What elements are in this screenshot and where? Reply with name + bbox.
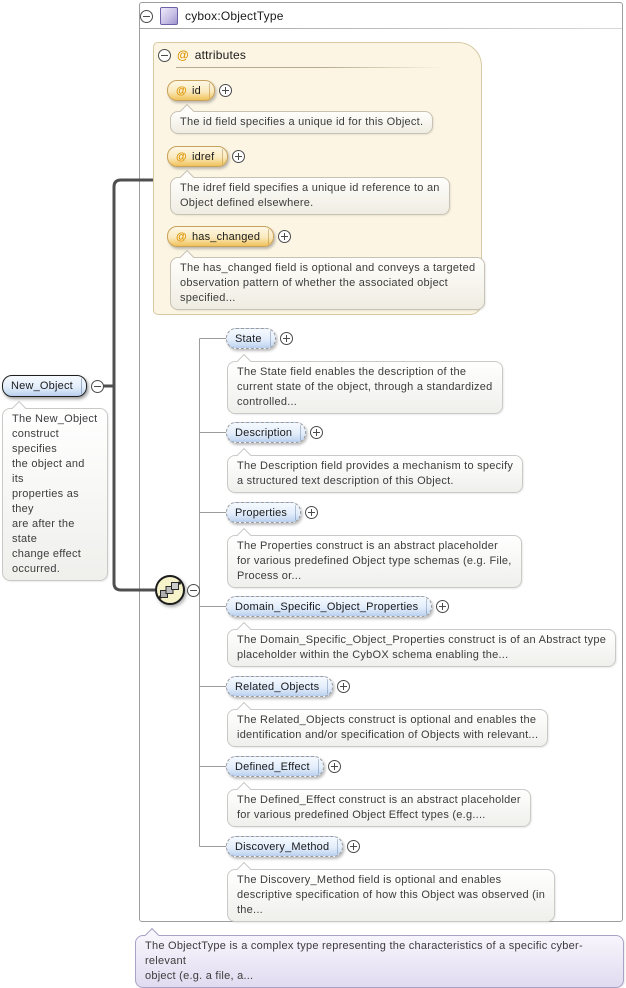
element-node-properties[interactable] — [226, 502, 301, 523]
element-row-properties — [226, 502, 318, 523]
annotation-domain-specific-object-properties: The Domain_Specific_Object_Properties construct is of an Abstract type placeholder within the CybOX schema enabling the... — [227, 629, 616, 667]
attribute-node-id[interactable] — [167, 80, 215, 101]
expand-icon[interactable] — [219, 84, 232, 97]
element-node-defined-effect[interactable] — [226, 756, 324, 777]
attribute-at-icon: @ — [177, 48, 189, 62]
collapse-icon[interactable] — [187, 584, 200, 597]
element-name: Defined_Effect — [235, 760, 310, 773]
attribute-row-idref — [167, 146, 245, 167]
sequence-compositor-icon[interactable] — [155, 575, 185, 605]
annotation-properties: The Properties construct is an abstract placeholder for various predefined Object type schemas (e.g. File, Process or... — [227, 535, 522, 588]
element-node-discovery-method[interactable] — [226, 836, 343, 857]
collapse-icon[interactable] — [91, 380, 104, 393]
element-row-defined-effect — [226, 756, 341, 777]
attributes-header-separator — [176, 67, 444, 68]
complex-type-icon — [160, 7, 178, 25]
expand-icon[interactable] — [278, 230, 291, 243]
element-node-domain-specific-object-properties[interactable] — [226, 596, 432, 617]
element-name: Description — [235, 426, 293, 439]
element-name: Domain_Specific_Object_Properties — [235, 600, 419, 613]
expand-icon[interactable] — [280, 332, 293, 345]
element-row-related-objects — [226, 676, 350, 697]
attribute-name: id — [191, 84, 201, 97]
element-name: Discovery_Method — [235, 840, 330, 853]
attributes-label: attributes — [194, 48, 247, 62]
attribute-at-icon: @ — [176, 230, 187, 243]
element-name: New_Object — [11, 380, 73, 392]
annotation-discovery-method: The Discovery_Method field is optional and enables descriptive specification of how this Object was observed (in the... — [227, 869, 555, 922]
element-node-state[interactable] — [226, 328, 276, 349]
annotation-related-objects: The Related_Objects construct is optional and enables the identification and/or specification of Objects with relevant... — [227, 709, 548, 747]
collapse-icon[interactable] — [140, 10, 153, 23]
attribute-at-icon: @ — [176, 84, 187, 97]
expand-icon[interactable] — [232, 150, 245, 163]
annotation-idref: The idref field specifies a unique id reference to an Object defined elsewhere. — [170, 177, 450, 215]
annotation-description: The Description field provides a mechanism to specify a structured text description of this Object. — [227, 455, 523, 493]
complex-type-header — [140, 7, 284, 25]
annotation-state: The State field enables the description of the current state of the object, through a standardized controlled... — [227, 361, 503, 414]
collapse-icon[interactable] — [158, 49, 171, 62]
expand-icon[interactable] — [328, 760, 341, 773]
complex-type-title: cybox:ObjectType — [185, 9, 284, 23]
attribute-row-id — [167, 80, 232, 101]
expand-icon[interactable] — [347, 840, 360, 853]
header-separator — [140, 28, 622, 29]
element-name: Related_Objects — [235, 680, 320, 693]
annotation-has-changed: The has_changed field is optional and conveys a targeted observation pattern of whether the associated object specified... — [170, 257, 485, 310]
annotation-new-object: The New_Object construct specifies the object and its properties as they are after the state change effect occurred. — [2, 408, 108, 581]
element-name: State — [235, 332, 262, 345]
expand-icon[interactable] — [310, 426, 323, 439]
type-annotation-footer: The ObjectType is a complex type representing the characteristics of a specific cyber-relevant object (e.g. a file, a... — [135, 935, 624, 988]
element-row-description — [226, 422, 323, 443]
attribute-name: idref — [191, 150, 215, 163]
attribute-at-icon: @ — [176, 150, 187, 163]
element-name: Properties — [235, 506, 288, 519]
element-node-related-objects[interactable] — [226, 676, 333, 697]
sequence-glyph — [158, 578, 182, 602]
expand-icon[interactable] — [305, 506, 318, 519]
expand-icon[interactable] — [337, 680, 350, 693]
element-row-domain-specific-object-properties — [226, 596, 449, 617]
element-node-new-object[interactable] — [2, 375, 87, 397]
attribute-node-idref[interactable] — [167, 146, 228, 167]
annotation-id: The id field specifies a unique id for this Object. — [170, 111, 433, 134]
element-node-description[interactable] — [226, 422, 306, 443]
element-row-discovery-method — [226, 836, 360, 857]
source-element-row — [2, 375, 104, 397]
annotation-defined-effect: The Defined_Effect construct is an abstract placeholder for various predefined Object Effect types (e.g.... — [227, 789, 531, 827]
element-row-state — [226, 328, 293, 349]
attributes-header — [158, 48, 246, 62]
attribute-row-has-changed — [167, 226, 291, 247]
expand-icon[interactable] — [436, 600, 449, 613]
attribute-node-has-changed[interactable] — [167, 226, 274, 247]
attribute-name: has_changed — [191, 230, 261, 243]
